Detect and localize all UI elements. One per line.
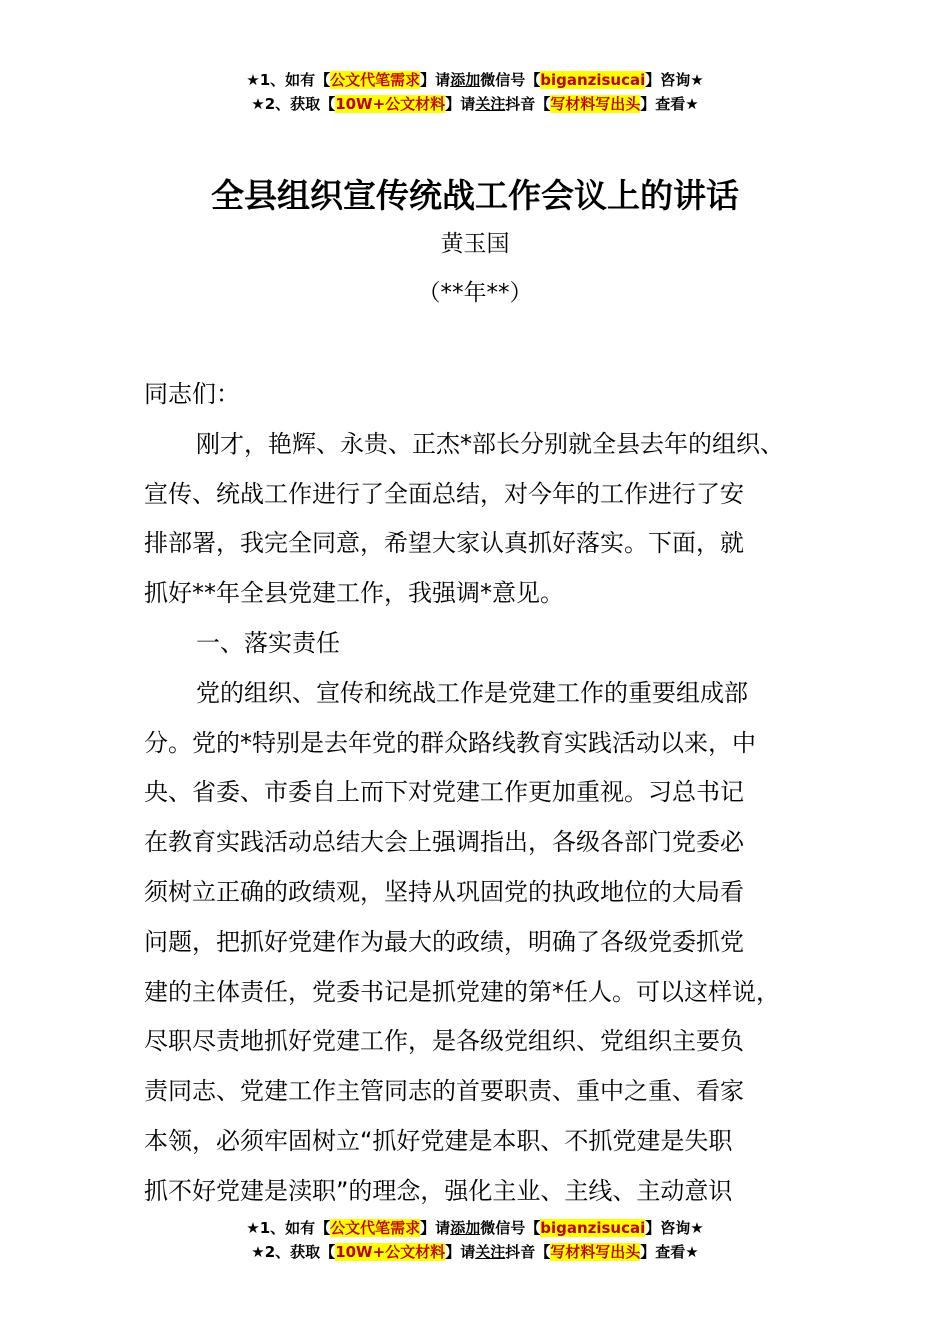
promo-line-1: ★1、如有【公文代笔需求】请添加微信号【biganzisucai】咨询★	[246, 71, 704, 89]
promo-highlight: 公文代笔需求	[330, 71, 421, 89]
body-line: 抓不好党建是渎职”的理念，强化主业、主线、主动意识	[144, 1176, 733, 1205]
document-body	[144, 370, 844, 1217]
promo-highlight: biganzisucai	[540, 71, 646, 89]
promo-highlight: 10W+公文材料	[335, 1243, 446, 1261]
body-line: 在教育实践活动总结大会上强调指出，各级各部门党委必	[144, 828, 744, 857]
promo-highlight: 写材料写出头	[550, 95, 641, 113]
promo-line-1: ★1、如有【公文代笔需求】请添加微信号【biganzisucai】咨询★	[246, 1219, 704, 1237]
body-line: 排部署，我完全同意，希望大家认真抓好落实。下面，就	[144, 529, 744, 558]
body-line: 宣传、统战工作进行了全面总结，对今年的工作进行了安	[144, 479, 744, 508]
promo-line-2: ★2、获取【10W+公文材料】请关注抖音【写材料写出头】查看★	[251, 95, 699, 113]
body-line: 尽职尽责地抓好党建工作，是各级党组织、党组织主要负	[144, 1027, 744, 1056]
promo-banner-top	[0, 68, 950, 116]
promo-highlight: 10W+公文材料	[335, 95, 446, 113]
promo-highlight: biganzisucai	[540, 1219, 646, 1237]
body-line: 党的组织、宣传和统战工作是党建工作的重要组成部	[196, 678, 748, 707]
section-heading: 一、落实责任	[196, 628, 340, 657]
promo-highlight: 公文代笔需求	[330, 1219, 421, 1237]
body-line: 央、省委、市委自上而下对党建工作更加重视。习总书记	[144, 778, 744, 807]
body-line: 责同志、党建工作主管同志的首要职责、重中之重、看家	[144, 1077, 744, 1106]
document-author: 黄玉国	[440, 231, 510, 257]
body-line: 本领，必须牢固树立“抓好党建是本职、不抓党建是失职	[144, 1126, 733, 1155]
body-line: 须树立正确的政绩观，坚持从巩固党的执政地位的大局看	[144, 877, 744, 906]
body-line: 刚才，艳辉、永贵、正杰*部长分别就全县去年的组织、	[196, 429, 784, 458]
body-line: 建的主体责任，党委书记是抓党建的第*任人。可以这样说，	[144, 977, 780, 1006]
body-line: 抓好**年全县党建工作，我强调*意见。	[144, 579, 564, 608]
body-line: 问题，把抓好党建作为最大的政绩，明确了各级党委抓党	[144, 927, 744, 956]
body-line: 分。党的*特别是去年党的群众路线教育实践活动以来，中	[144, 728, 756, 757]
promo-highlight: 写材料写出头	[550, 1243, 641, 1261]
document-title: 全县组织宣传统战工作会议上的讲话	[211, 176, 739, 215]
document-date: （**年**）	[417, 280, 533, 306]
promo-line-2: ★2、获取【10W+公文材料】请关注抖音【写材料写出头】查看★	[251, 1243, 699, 1261]
salutation: 同志们：	[144, 380, 240, 408]
promo-banner-bottom	[0, 1216, 950, 1264]
